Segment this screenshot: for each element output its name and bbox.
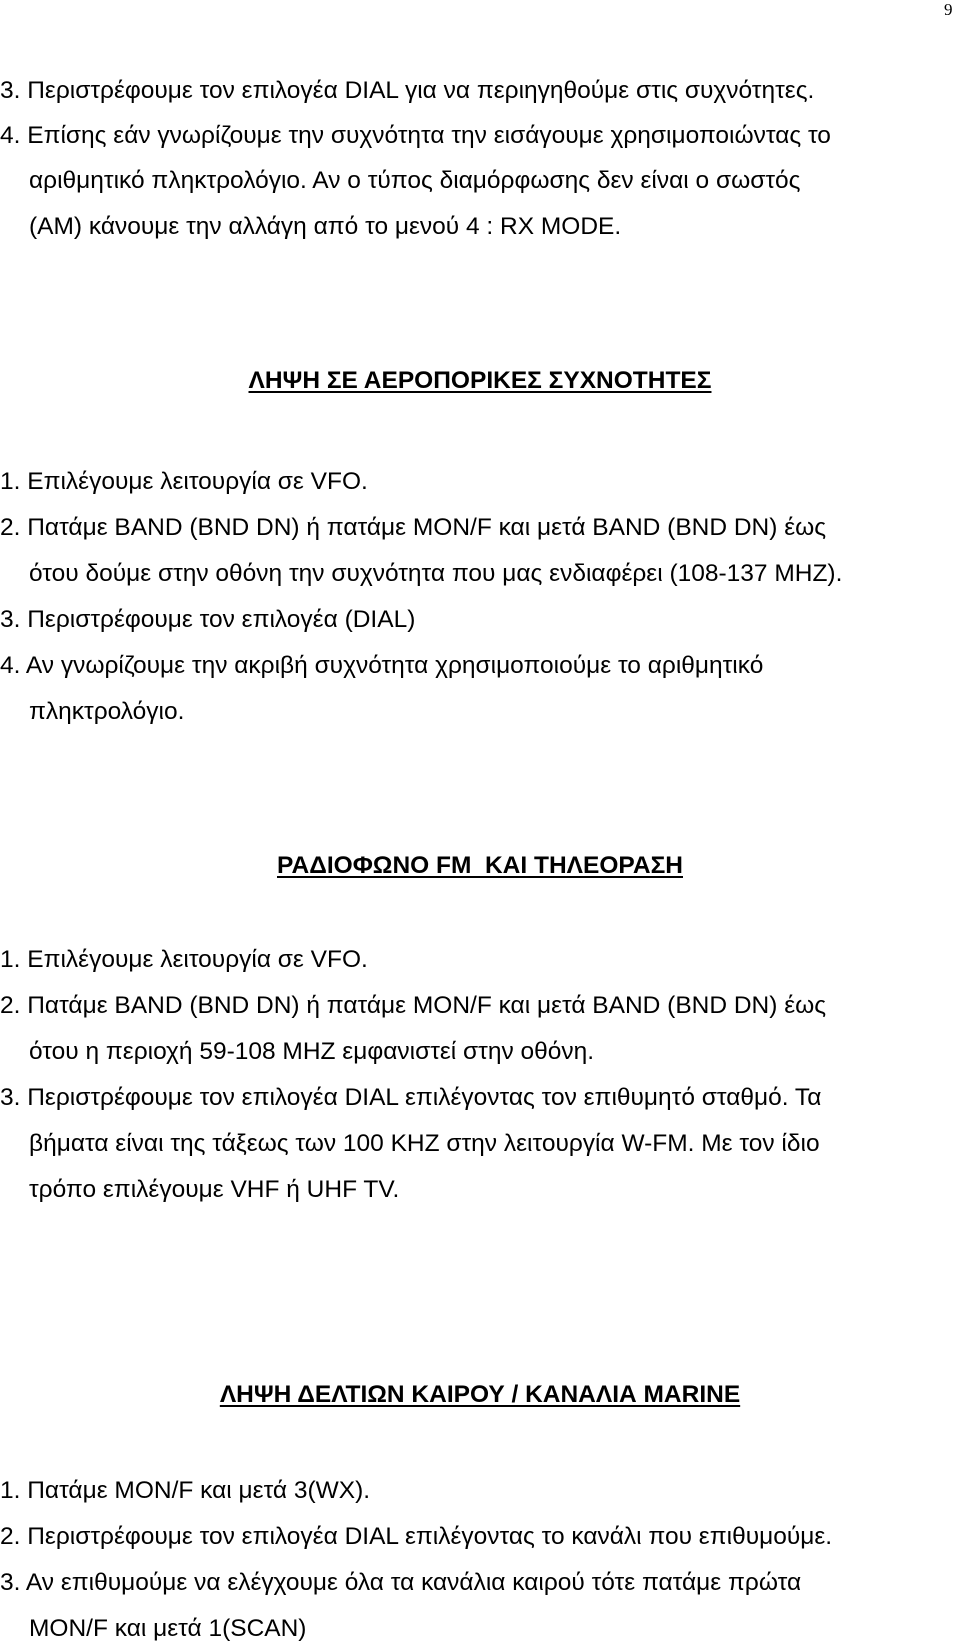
text-line: 2. Πατάμε BAND (BND DN) ή πατάμε MON/F και μετά BAND (BND DN) έως: [0, 514, 827, 541]
section-heading: ΡΑΔΙΟΦΩΝΟ FM ΚΑΙ ΤΗΛΕΟΡΑΣΗ: [277, 852, 683, 879]
text-line: 2. Πατάμε BAND (BND DN) ή πατάμε MON/F και μετά BAND (BND DN) έως: [0, 992, 827, 1019]
text-line: βήματα είναι της τάξεως των 100 KHZ στην λειτουργία W-FM. Με τον ίδιο: [29, 1130, 820, 1157]
text-line: 4. Αν γνωρίζουμε την ακριβή συχνότητα χρησιμοποιούμε το αριθμητικό: [0, 652, 764, 679]
text-line: MON/F και μετά 1(SCAN): [29, 1615, 307, 1642]
text-line: πληκτρολόγιο.: [29, 698, 185, 725]
text-line: ότου δούμε στην οθόνη την συχνότητα που μας ενδιαφέρει (108-137 MHZ).: [29, 560, 843, 587]
text-line: 3. Περιστρέφουμε τον επιλογέα (DIAL): [0, 606, 416, 633]
text-line: 3. Περιστρέφουμε τον επιλογέα DIAL για να περιηγηθούμε στις συχνότητες.: [0, 77, 815, 104]
section-heading: ΛΗΨΗ ΔΕΛΤΙΩΝ ΚΑΙΡΟΥ / ΚΑΝΑΛΙΑ MARINE: [219, 1381, 741, 1408]
section-heading: ΛΗΨΗ ΣΕ ΑΕΡΟΠΟΡΙΚΕΣ ΣΥΧΝΟΤΗΤΕΣ: [248, 367, 712, 394]
text-line: ότου η περιοχή 59-108 MHZ εμφανιστεί στην οθόνη.: [29, 1038, 595, 1065]
text-line: τρόπο επιλέγουμε VHF ή UHF TV.: [29, 1176, 400, 1203]
text-line: 1. Επιλέγουμε λειτουργία σε VFO.: [0, 468, 368, 495]
text-line: 4. Επίσης εάν γνωρίζουμε την συχνότητα την εισάγουμε χρησιμοποιώντας το: [0, 122, 831, 149]
text-line: 3. Περιστρέφουμε τον επιλογέα DIAL επιλέγοντας τον επιθυμητό σταθμό. Τα: [0, 1084, 822, 1111]
text-line: (AM) κάνουμε την αλλάγη από το μενού 4 : RX MODE.: [29, 213, 622, 240]
page-number: 9: [944, 0, 953, 19]
text-line: 1. Επιλέγουμε λειτουργία σε VFO.: [0, 946, 368, 973]
text-line: 1. Πατάμε MON/F και μετά 3(WX).: [0, 1477, 371, 1504]
text-line: 3. Αν επιθυμούμε να ελέγχουμε όλα τα κανάλια καιρού τότε πατάμε πρώτα: [0, 1569, 802, 1596]
text-line: αριθμητικό πληκτρολόγιο. Αν ο τύπος διαμόρφωσης δεν είναι ο σωστός: [29, 167, 801, 194]
text-line: 2. Περιστρέφουμε τον επιλογέα DIAL επιλέγοντας το κανάλι που επιθυμούμε.: [0, 1523, 833, 1550]
